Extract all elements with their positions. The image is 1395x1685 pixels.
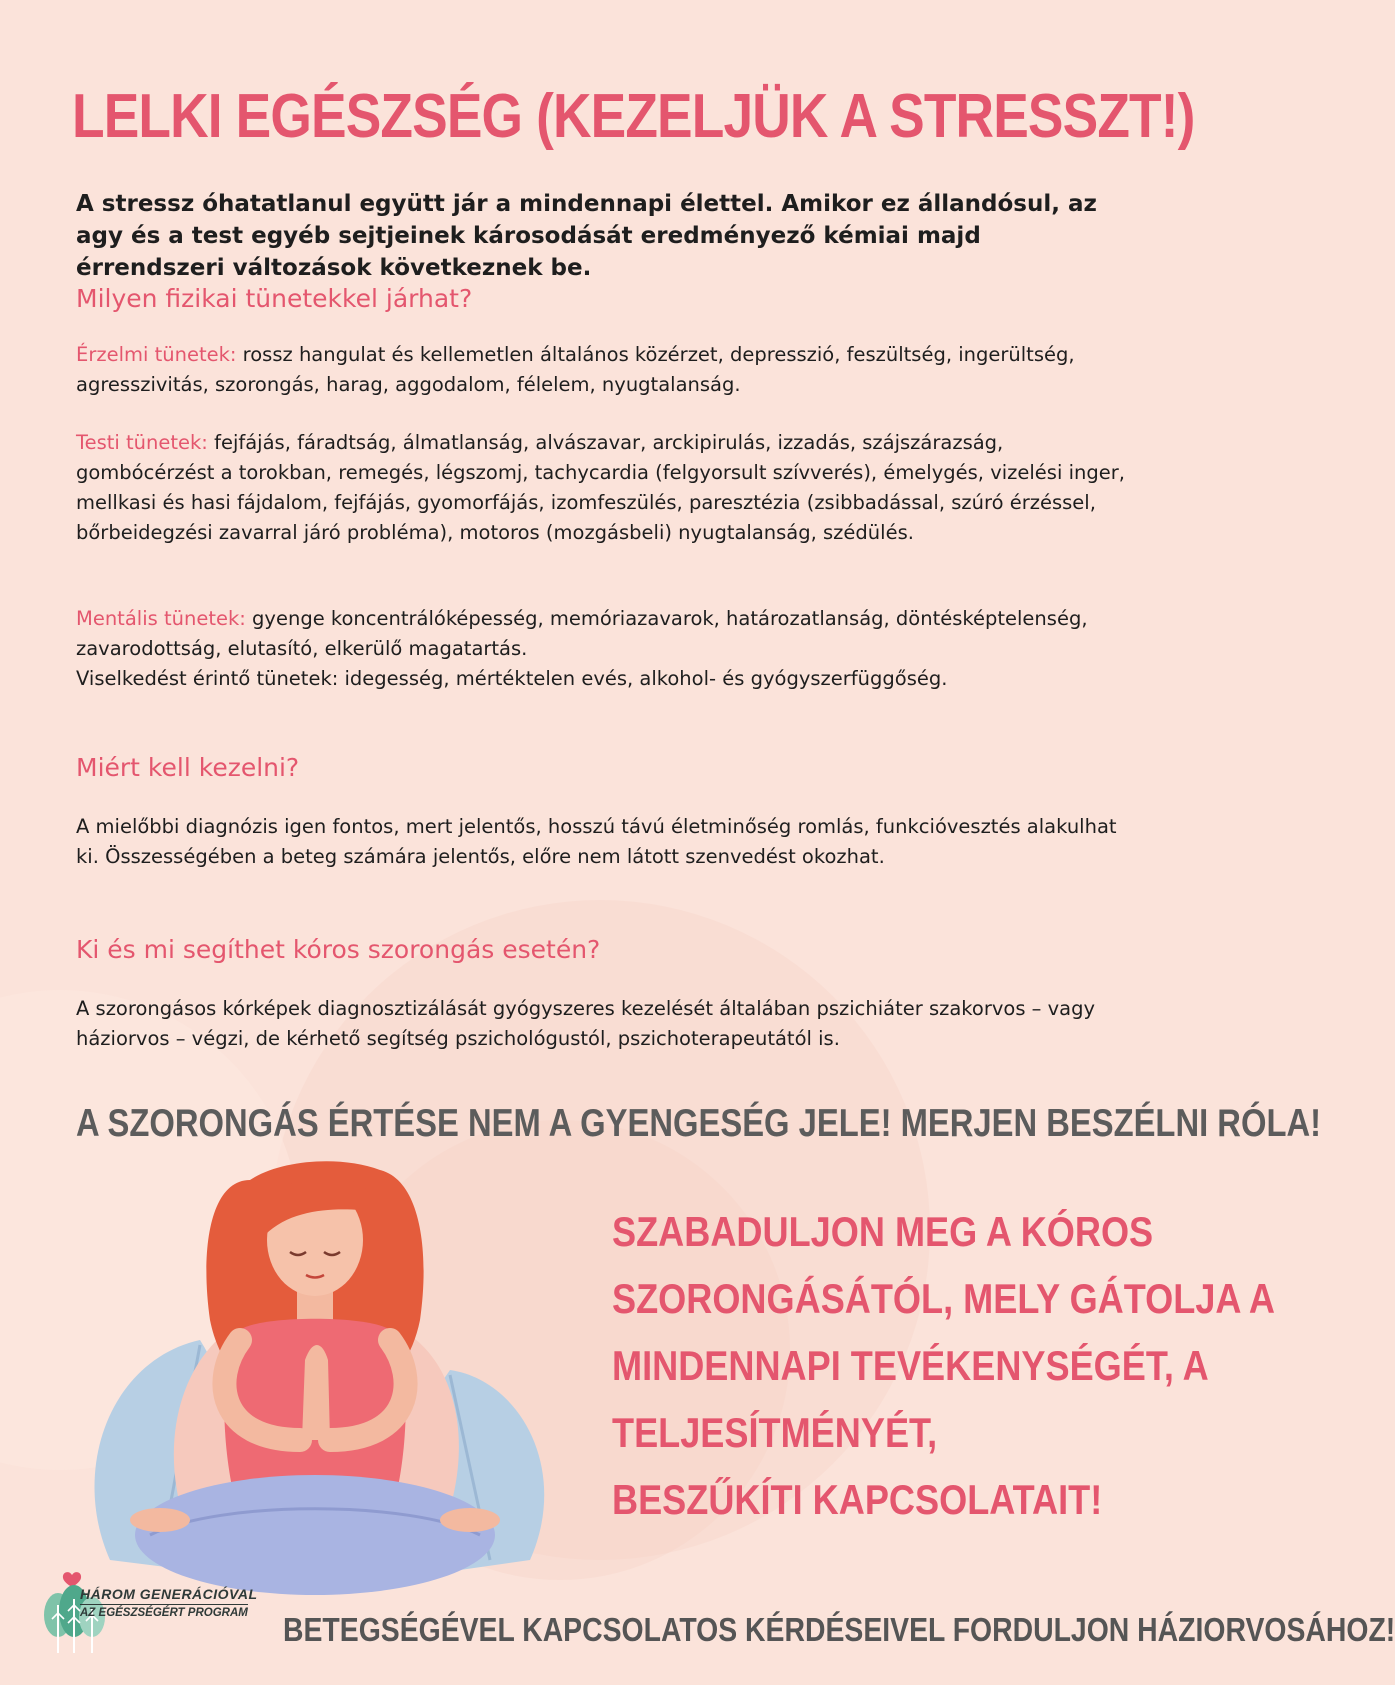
callout-line: SZABADULJON MEG A KÓROS <box>612 1208 1154 1255</box>
physical-symptoms-label: Testi tünetek: <box>76 431 208 454</box>
callout-line: MINDENNAPI TEVÉKENYSÉGÉT, A <box>612 1342 1209 1389</box>
callout-text <box>612 1198 1275 1533</box>
mental-symptoms-label: Mentális tünetek: <box>76 607 246 630</box>
footer-message: BETEGSÉGÉVEL KAPCSOLATOS KÉRDÉSEIVEL FORDULJON HÁZIORVOSÁHOZ! <box>283 1611 1395 1648</box>
program-logo-text <box>80 1586 270 1621</box>
callout-line: SZORONGÁSÁTÓL, MELY GÁTOLJA A <box>612 1275 1275 1322</box>
page-title: LELKI EGÉSZSÉG (KEZELJÜK A STRESSZT!) <box>72 82 1195 151</box>
behavioral-symptoms: Viselkedést érintő tünetek: idegesség, mértéktelen evés, alkohol- és gyógyszerfüggőség. <box>76 667 948 690</box>
intro-paragraph: A stressz óhatatlanul együtt jár a mindennapi élettel. Amikor ez állandósul, az agy és a test egyéb sejtjeinek károsodását eredményező kémiai majd érrendszeri változások következnek be. <box>76 191 1097 281</box>
slogan: A SZORONGÁS ÉRTÉSE NEM A GYENGESÉG JELE! MERJEN BESZÉLNI RÓLA! <box>76 1102 1322 1145</box>
callout-line: TELJESÍTMÉNYÉT, <box>612 1409 938 1456</box>
callout-line: BESZŰKÍTI KAPCSOLATAIT! <box>612 1476 1103 1523</box>
emotional-symptoms <box>76 340 1126 400</box>
physical-symptoms-text: fejfájás, fáradtság, álmatlanság, alvászavar, arckipirulás, izzadás, szájszárazság, gombócérzést a torokban, remegés, légszomj, tachycardia (felgyorsult szívverés), émelygés, vizelési inger, mellkasi és hasi fájdalom, fejfájás, gyomorfájás, izomfeszülés, paresztézia (zsibbadással, szúró érzéssel, bőrbeidegzési zavarral járó probléma), motoros (mozgásbeli) nyugtalanság, szédülés. <box>76 431 1125 544</box>
mental-symptoms <box>76 604 1126 664</box>
logo-line2: AZ EGÉSZSÉGÉRT PROGRAM <box>80 1604 248 1619</box>
physical-symptoms <box>76 428 1126 548</box>
why-treat-paragraph: A mielőbbi diagnózis igen fontos, mert jelentős, hosszú távú életminőség romlás, funkcióvesztés alakulhat ki. Összességében a beteg számára jelentős, előre nem látott szenvedést okozhat. <box>76 815 1117 868</box>
section-heading-why-treat: Miért kell kezelni? <box>76 753 300 782</box>
emotional-symptoms-label: Érzelmi tünetek: <box>76 343 237 366</box>
section-heading-symptoms: Milyen fizikai tünetekkel járhat? <box>76 284 473 313</box>
mental-symptoms-text: gyenge koncentrálóképesség, memóriazavarok, határozatlanság, döntésképtelenség, zavarodottság, elutasító, elkerülő magatartás. <box>76 607 1088 660</box>
emotional-symptoms-text: rossz hangulat és kellemetlen általános közérzet, depresszió, feszültség, ingerültség, agresszivitás, szorongás, harag, aggodalom, félelem, nyugtalanság. <box>76 343 1075 396</box>
logo-line1: HÁROM GENERÁCIÓVAL <box>80 1586 258 1602</box>
section-heading-who-helps: Ki és mi segíthet kóros szorongás esetén? <box>76 935 601 964</box>
who-helps-paragraph: A szorongásos kórképek diagnosztizálását gyógyszeres kezelését általában pszichiáter szakorvos – vagy háziorvos – végzi, de kérhető segítség pszichológustól, pszichoterapeutától is. <box>76 997 1096 1050</box>
